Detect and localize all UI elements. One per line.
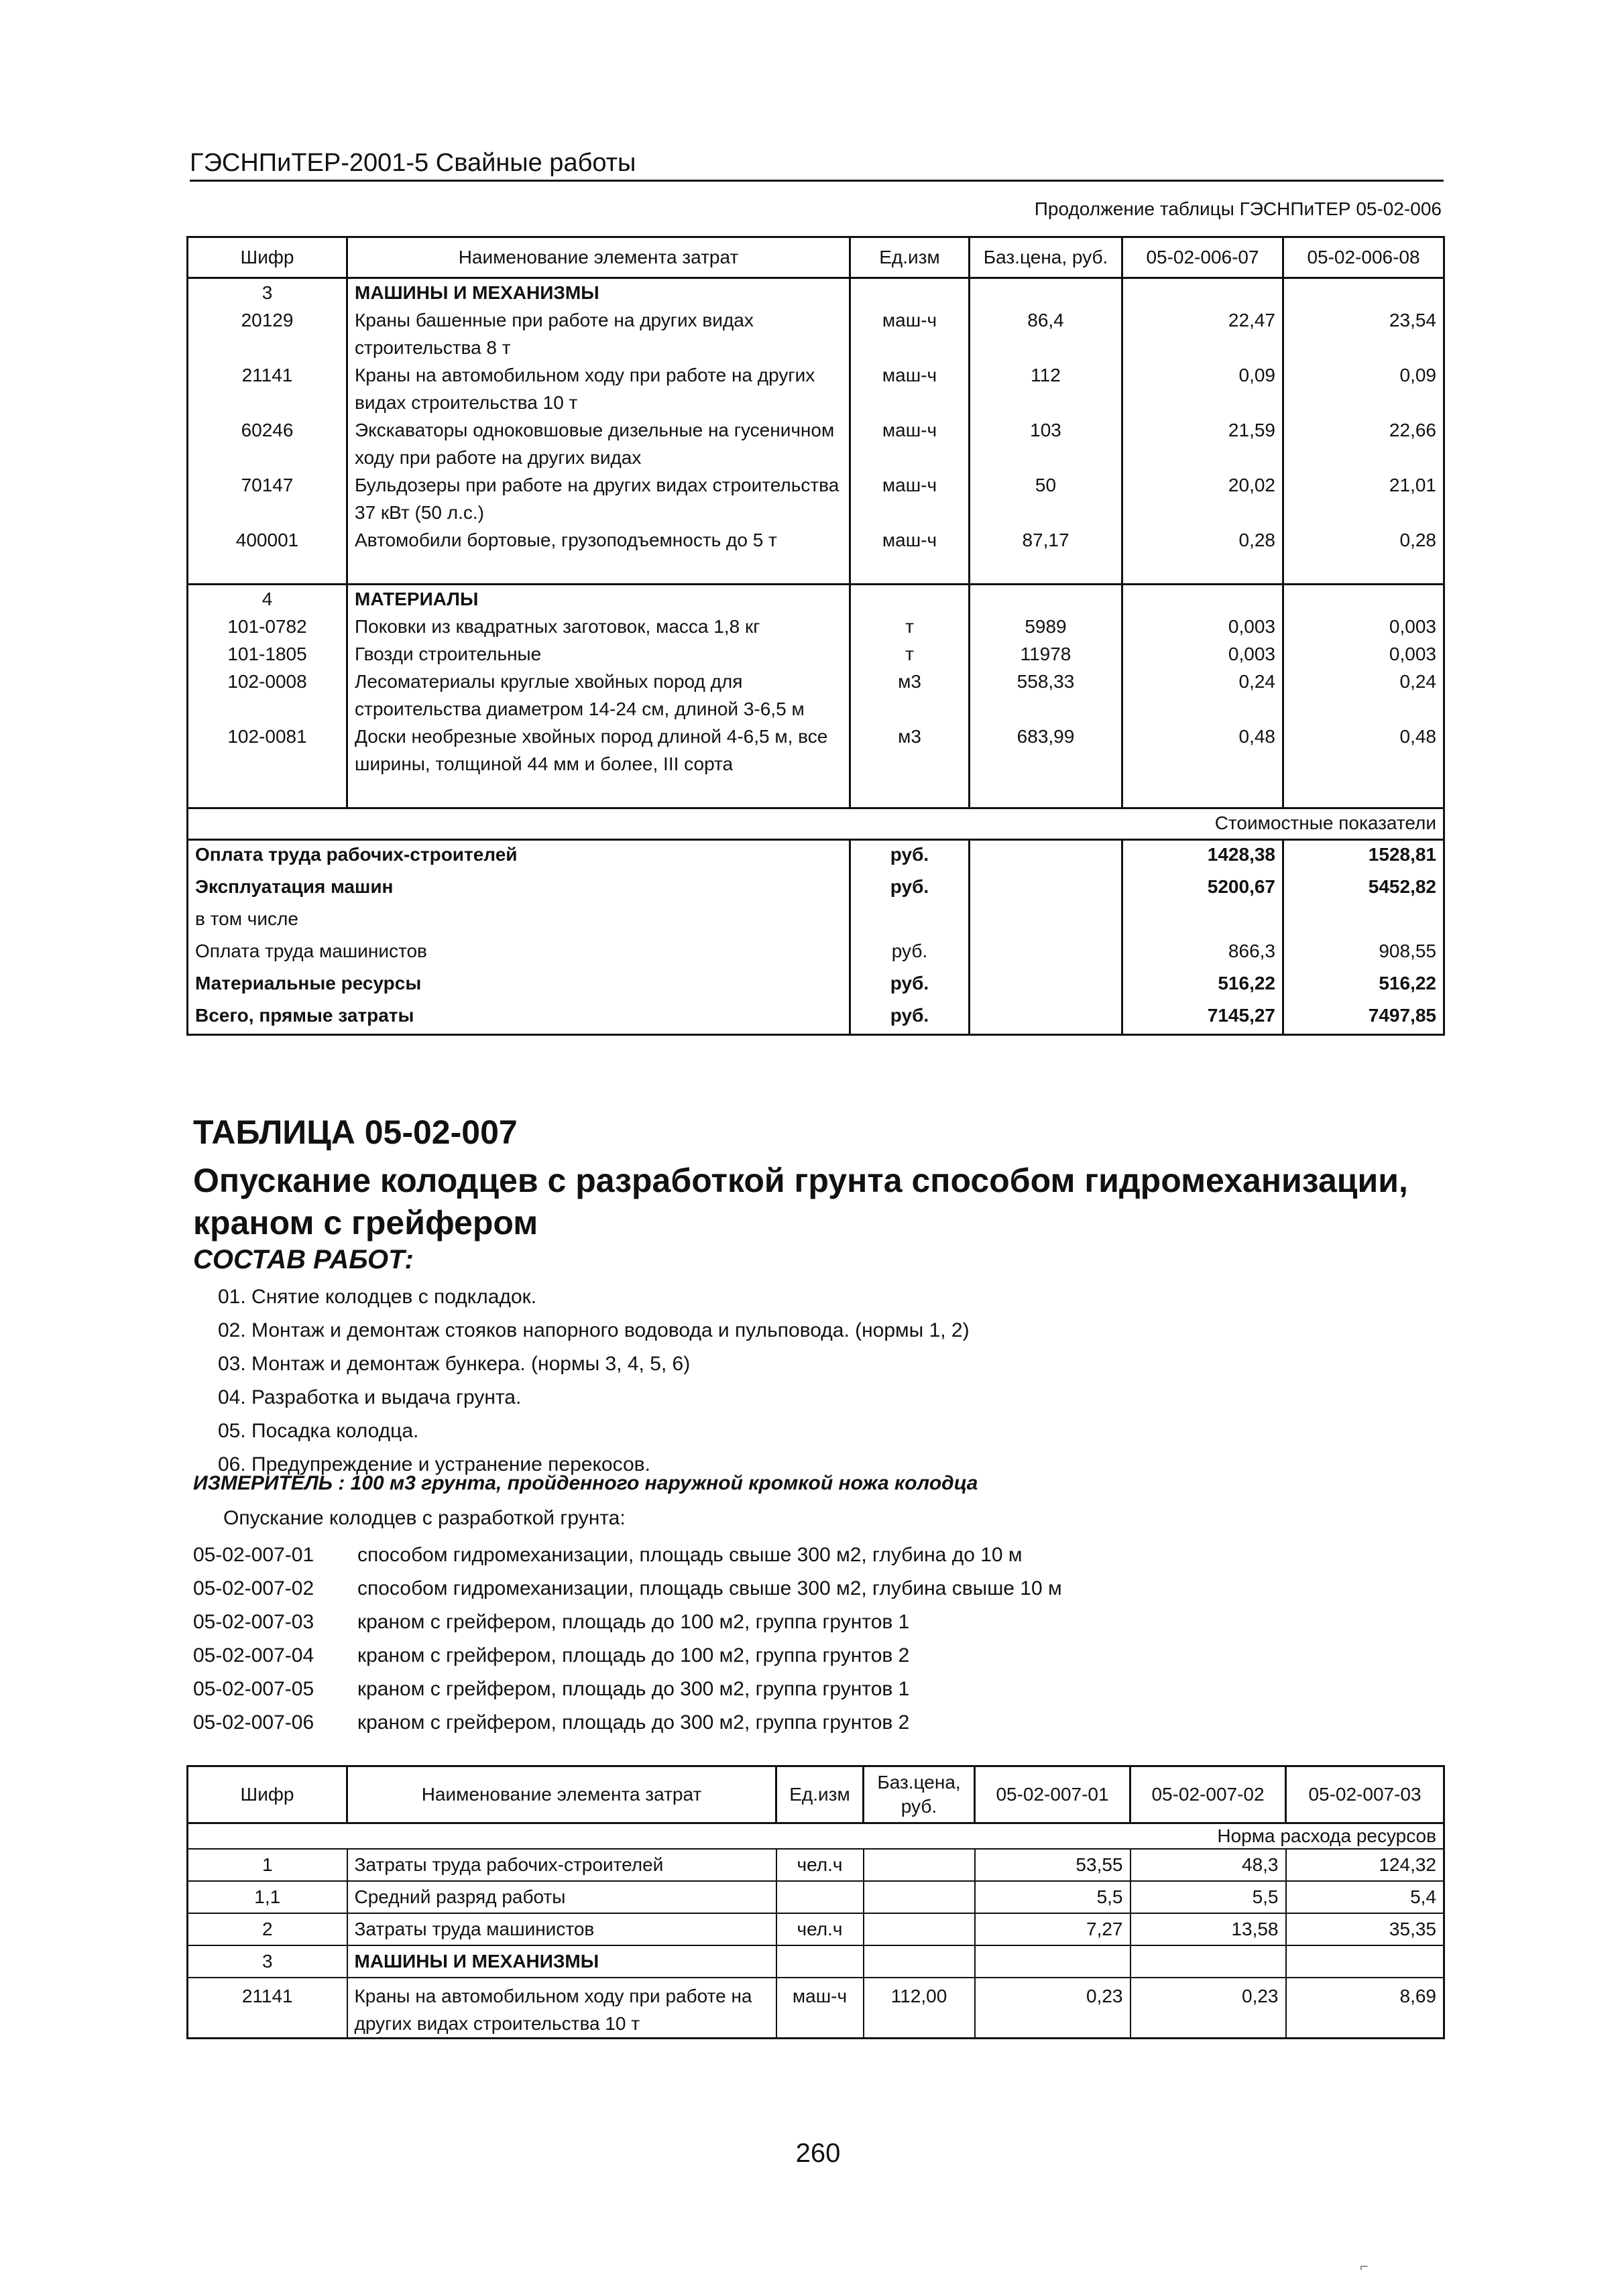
margin-mark: ⌐ (1360, 2258, 1369, 2275)
work-steps-list (218, 1280, 970, 1482)
column-header-code: Шифр (188, 237, 347, 278)
column-header-norm: 05-02-007-03 (1286, 1766, 1444, 1823)
row-value: 22,47 (1122, 306, 1283, 361)
column-header-price: Баз.цена, руб. (864, 1766, 975, 1823)
norm-item (193, 1572, 1062, 1606)
summary-value: 516,22 (1283, 969, 1444, 1002)
row-code: 102-0081 (227, 726, 307, 747)
row-unit: маш-ч (850, 361, 970, 416)
norm-code: 05-02-007-06 (193, 1711, 314, 1734)
summary-unit (850, 905, 970, 937)
summary-row (188, 1002, 1444, 1035)
row-code: 1 (188, 1849, 347, 1881)
row-value (975, 1945, 1130, 1978)
norm-text: способом гидромеханизации, площадь свыше 300 м2, глубина свыше 10 м (357, 1577, 1062, 1599)
row-value: 0,09 (1283, 361, 1444, 416)
norm-code: 05-02-007-04 (193, 1644, 314, 1667)
row-name: Гвозди строительные (347, 640, 850, 668)
table-title: Опускание колодцев с разработкой грунта способом гидромеханизации, краном с грейфером (193, 1162, 1408, 1242)
norm-code: 05-02-007-05 (193, 1678, 314, 1700)
norm-item (193, 1639, 1062, 1673)
row-unit: маш-ч (850, 416, 970, 471)
summary-label: Материальные ресурсы (195, 973, 422, 993)
row-value: 48,3 (1130, 1849, 1286, 1881)
summary-row (188, 840, 1444, 873)
summary-row (188, 905, 1444, 937)
summary-row (188, 873, 1444, 905)
row-name: Затраты труда рабочих-строителей (347, 1849, 776, 1881)
row-value: 35,35 (1286, 1913, 1444, 1945)
row-name: Экскаваторы одноковшовые дизельные на гусеничном ходу при работе на других видах (347, 416, 850, 471)
row-value: 21,01 (1283, 471, 1444, 526)
row-value: 22,66 (1283, 416, 1444, 471)
norm-text: краном с грейфером, площадь до 100 м2, группа грунтов 1 (357, 1611, 910, 1633)
measure-unit: ИЗМЕРИТЕЛЬ : 100 м3 грунта, пройденного наружной кромкой ножа колодца (193, 1472, 978, 1494)
running-header: ГЭСНПиТЕР-2001-5 Свайные работы (190, 149, 636, 177)
section-row (188, 1945, 1444, 1978)
row-code: 20129 (241, 310, 294, 330)
table-header-row (188, 1766, 1444, 1823)
summary-value: 7497,85 (1283, 1002, 1444, 1035)
norm-text: способом гидромеханизации, площадь свыше 300 м2, глубина до 10 м (357, 1544, 1023, 1566)
summary-unit: руб. (850, 937, 970, 969)
norm-text: краном с грейфером, площадь до 300 м2, группа грунтов 2 (357, 1711, 910, 1734)
header-rule (190, 180, 1444, 182)
row-unit: маш-ч (850, 526, 970, 554)
row-value: 0,48 (1122, 723, 1283, 778)
column-header-unit: Ед.изм (776, 1766, 864, 1823)
norm-text: краном с грейфером, площадь до 100 м2, группа грунтов 2 (357, 1644, 910, 1667)
row-value: 8,69 (1286, 1978, 1444, 2039)
row-unit: м3 (850, 668, 970, 723)
table-row (188, 640, 1444, 668)
row-value: 20,02 (1122, 471, 1283, 526)
summary-label: в том числе (195, 908, 298, 929)
norm-code: 05-02-007-03 (193, 1611, 314, 1633)
norm-item (193, 1706, 1062, 1740)
row-value: 0,003 (1283, 640, 1444, 668)
row-code: 400001 (235, 530, 299, 550)
column-header-norm: 05-02-007-02 (1130, 1766, 1286, 1823)
section-row (188, 278, 1444, 307)
row-value: 0,24 (1283, 668, 1444, 723)
row-price: 112,00 (864, 1978, 975, 2039)
row-code: 70147 (241, 475, 294, 495)
table-row (188, 416, 1444, 471)
norm-item (193, 1673, 1062, 1706)
row-unit (776, 1945, 864, 1978)
work-step: 01. Снятие колодцев с подкладок. (218, 1286, 537, 1308)
column-header-price: Баз.цена, руб. (970, 237, 1122, 278)
section-code: 3 (262, 282, 273, 303)
norm-code: 05-02-007-01 (193, 1544, 314, 1566)
work-step: 02. Монтаж и демонтаж стояков напорного водовода и пульповода. (нормы 1, 2) (218, 1319, 970, 1341)
row-code: 102-0008 (227, 671, 307, 692)
column-header-unit: Ед.изм (850, 237, 970, 278)
row-name: Краны на автомобильном ходу при работе на других видах строительства 10 т (347, 361, 850, 416)
row-price: 103 (970, 416, 1122, 471)
section-title: МАШИНЫ И МЕХАНИЗМЫ (347, 1945, 776, 1978)
row-name: Поковки из квадратных заготовок, масса 1,8 кг (347, 613, 850, 640)
row-price: 50 (970, 471, 1122, 526)
row-unit: т (850, 640, 970, 668)
row-price (864, 1881, 975, 1913)
table-row (188, 306, 1444, 361)
row-value: 0,23 (975, 1978, 1130, 2039)
norms-list (193, 1538, 1062, 1740)
row-price: 87,17 (970, 526, 1122, 554)
summary-value: 1428,38 (1122, 840, 1283, 873)
table-row (188, 526, 1444, 554)
page-number: 260 (795, 2138, 841, 2168)
section-title: МАШИНЫ И МЕХАНИЗМЫ (347, 278, 850, 307)
summary-unit: руб. (850, 1002, 970, 1035)
summary-label: Оплата труда рабочих-строителей (195, 844, 518, 865)
row-code: 60246 (241, 420, 294, 440)
row-value: 0,48 (1283, 723, 1444, 778)
row-price (864, 1849, 975, 1881)
row-price: 112 (970, 361, 1122, 416)
row-unit: маш-ч (776, 1978, 864, 2039)
row-value: 23,54 (1283, 306, 1444, 361)
row-code: 101-0782 (227, 616, 307, 637)
summary-value (1283, 905, 1444, 937)
row-name: Средний разряд работы (347, 1881, 776, 1913)
row-value: 13,58 (1130, 1913, 1286, 1945)
row-price: 11978 (970, 640, 1122, 668)
summary-unit: руб. (850, 969, 970, 1002)
row-value: 5,5 (975, 1881, 1130, 1913)
row-value: 5,4 (1286, 1881, 1444, 1913)
summary-row (188, 937, 1444, 969)
summary-value: 7145,27 (1122, 1002, 1283, 1035)
cost-header-row (188, 808, 1444, 840)
norm-code: 05-02-007-02 (193, 1577, 314, 1599)
table-code: ТАБЛИЦА 05-02-007 (193, 1113, 518, 1151)
summary-value: 866,3 (1122, 937, 1283, 969)
work-step: 06. Предупреждение и устранение перекосов. (218, 1453, 650, 1475)
table-row (188, 668, 1444, 723)
summary-label: Всего, прямые затраты (195, 1005, 414, 1026)
summary-row (188, 969, 1444, 1002)
row-value: 5,5 (1130, 1881, 1286, 1913)
row-price (864, 1945, 975, 1978)
summary-label: Эксплуатация машин (195, 876, 394, 897)
row-value: 0,28 (1122, 526, 1283, 554)
row-value: 21,59 (1122, 416, 1283, 471)
row-value: 124,32 (1286, 1849, 1444, 1881)
row-price: 5989 (970, 613, 1122, 640)
table-row (188, 361, 1444, 416)
row-unit (776, 1881, 864, 1913)
row-unit: м3 (850, 723, 970, 778)
resource-table-05-02-007 (186, 1765, 1445, 2039)
norm-item (193, 1538, 1062, 1572)
section-title: МАТЕРИАЛЫ (347, 585, 850, 613)
row-code: 2 (188, 1913, 347, 1945)
row-unit: маш-ч (850, 306, 970, 361)
work-step: 04. Разработка и выдача грунта. (218, 1386, 522, 1408)
norms-intro: Опускание колодцев с разработкой грунта: (223, 1507, 626, 1529)
row-code: 21141 (188, 1978, 347, 2039)
summary-value: 1528,81 (1283, 840, 1444, 873)
row-name: Бульдозеры при работе на других видах строительства 37 кВт (50 л.с.) (347, 471, 850, 526)
row-name: Краны на автомобильном ходу при работе на других видах строительства 10 т (347, 1978, 776, 2039)
row-value: 0,23 (1130, 1978, 1286, 2039)
summary-value (1122, 905, 1283, 937)
cost-header: Стоимостные показатели (188, 808, 1444, 840)
row-price (864, 1913, 975, 1945)
summary-value: 908,55 (1283, 937, 1444, 969)
row-value (1130, 1945, 1286, 1978)
summary-value: 5452,82 (1283, 873, 1444, 905)
row-name: Затраты труда машинистов (347, 1913, 776, 1945)
table-row (188, 1913, 1444, 1945)
row-value: 53,55 (975, 1849, 1130, 1881)
row-price: 86,4 (970, 306, 1122, 361)
row-name: Краны башенные при работе на других видах строительства 8 т (347, 306, 850, 361)
row-unit: чел.ч (776, 1849, 864, 1881)
column-header-name: Наименование элемента затрат (347, 237, 850, 278)
row-value: 7,27 (975, 1913, 1130, 1945)
row-name: Лесоматериалы круглые хвойных пород для строительства диаметром 14-24 см, длиной 3-6,5 м (347, 668, 850, 723)
norm-header: Норма расхода ресурсов (188, 1823, 1444, 1850)
row-price: 558,33 (970, 668, 1122, 723)
row-value: 0,09 (1122, 361, 1283, 416)
section-code: 3 (188, 1945, 347, 1978)
column-header-code: Шифр (188, 1766, 347, 1823)
section-code: 4 (188, 585, 347, 613)
table-row (188, 1978, 1444, 2039)
row-unit: маш-ч (850, 471, 970, 526)
column-header-norm: 05-02-007-01 (975, 1766, 1130, 1823)
table-row (188, 471, 1444, 526)
norm-text: краном с грейфером, площадь до 300 м2, группа грунтов 1 (357, 1678, 910, 1700)
row-value: 0,24 (1122, 668, 1283, 723)
row-name: Автомобили бортовые, грузоподъемность до 5 т (347, 526, 850, 554)
work-step: 05. Посадка колодца. (218, 1420, 419, 1442)
row-price: 683,99 (970, 723, 1122, 778)
table-row (188, 1881, 1444, 1913)
work-step: 03. Монтаж и демонтаж бункера. (нормы 3, 4, 5, 6) (218, 1353, 691, 1375)
section-row (188, 585, 1444, 613)
row-value: 0,003 (1122, 640, 1283, 668)
norm-item (193, 1606, 1062, 1639)
summary-label: Оплата труда машинистов (195, 941, 427, 961)
column-header-name: Наименование элемента затрат (347, 1766, 776, 1823)
row-code: 1,1 (188, 1881, 347, 1913)
resource-table-05-02-006 (186, 236, 1445, 1036)
table-row (188, 613, 1444, 640)
row-value: 0,28 (1283, 526, 1444, 554)
row-code: 21141 (241, 365, 293, 385)
row-code: 101-1805 (227, 644, 307, 664)
row-unit: т (850, 613, 970, 640)
row-value: 0,003 (1283, 613, 1444, 640)
table-header-row (188, 237, 1444, 278)
column-header-norm: 05-02-006-07 (1122, 237, 1283, 278)
summary-value: 516,22 (1122, 969, 1283, 1002)
row-value (1286, 1945, 1444, 1978)
row-name: Доски необрезные хвойных пород длиной 4-6,5 м, все ширины, толщиной 44 мм и более, III сорта (347, 723, 850, 778)
table-row (188, 1849, 1444, 1881)
continuation-note: Продолжение таблицы ГЭСНПиТЕР 05-02-006 (1034, 198, 1442, 219)
norm-header-row (188, 1823, 1444, 1850)
column-header-norm: 05-02-006-08 (1283, 237, 1444, 278)
summary-unit: руб. (850, 840, 970, 873)
row-value: 0,003 (1122, 613, 1283, 640)
summary-value: 5200,67 (1122, 873, 1283, 905)
summary-unit: руб. (850, 873, 970, 905)
composition-heading: СОСТАВ РАБОТ: (193, 1245, 414, 1274)
table-row (188, 723, 1444, 778)
row-unit: чел.ч (776, 1913, 864, 1945)
